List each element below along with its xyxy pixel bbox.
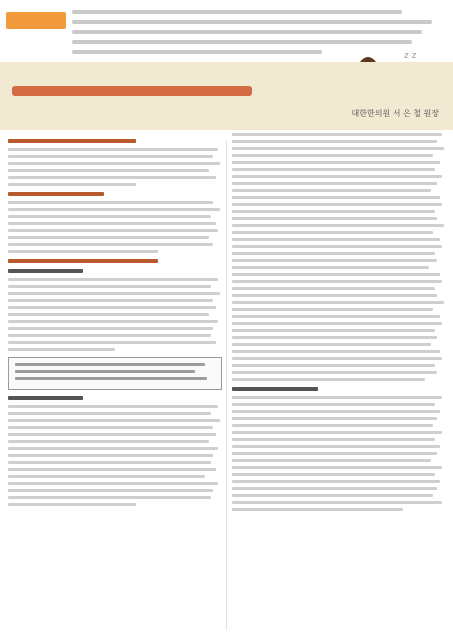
text-line — [232, 133, 442, 136]
text-line — [232, 403, 435, 406]
text-line — [232, 252, 435, 255]
text-line — [232, 494, 433, 497]
text-line — [15, 370, 195, 373]
text-line — [8, 405, 218, 408]
text-line — [8, 285, 211, 288]
text-line — [8, 489, 213, 492]
text-line — [232, 364, 435, 367]
text-line — [8, 176, 216, 179]
text-line — [232, 273, 440, 276]
text-line — [232, 322, 442, 325]
text-line — [8, 278, 218, 281]
text-line — [8, 503, 136, 506]
text-line — [15, 377, 207, 380]
subheading — [8, 139, 136, 143]
text-line — [8, 229, 218, 232]
text-line — [232, 154, 433, 157]
text-line — [232, 501, 442, 504]
text-line — [8, 169, 209, 172]
text-line — [8, 292, 220, 295]
text-line — [232, 245, 442, 248]
text-line — [232, 203, 442, 206]
page-title — [12, 82, 272, 104]
text-line — [8, 236, 209, 239]
text-line — [15, 363, 205, 366]
section-tab — [6, 12, 66, 29]
text-line — [8, 426, 213, 429]
text-line — [232, 224, 444, 227]
text-line — [232, 140, 437, 143]
text-line — [232, 487, 437, 490]
text-line — [8, 348, 115, 351]
text-line — [8, 419, 220, 422]
text-line — [232, 168, 435, 171]
text-line — [232, 308, 433, 311]
text-line — [232, 329, 435, 332]
intro-line — [72, 10, 402, 14]
text-line — [232, 147, 444, 150]
svg-text:z z: z z — [404, 51, 417, 61]
text-line — [232, 378, 425, 381]
text-line — [232, 189, 431, 192]
text-line — [8, 148, 218, 151]
right-column — [232, 133, 446, 633]
text-line — [232, 259, 437, 262]
text-line — [232, 294, 437, 297]
intro-line — [72, 20, 432, 24]
text-line — [232, 210, 435, 213]
text-line — [8, 327, 213, 330]
text-line — [8, 454, 213, 457]
text-line — [232, 231, 433, 234]
text-line — [232, 417, 437, 420]
text-line — [232, 343, 431, 346]
text-line — [232, 431, 442, 434]
intro-line — [72, 30, 422, 34]
text-line — [232, 480, 440, 483]
text-line — [232, 371, 437, 374]
text-line — [232, 315, 440, 318]
text-line — [232, 301, 444, 304]
text-line — [232, 175, 442, 178]
column-divider — [226, 140, 227, 630]
text-line — [8, 201, 213, 204]
highlight-box — [8, 357, 222, 390]
text-line — [232, 452, 437, 455]
text-line — [232, 396, 442, 399]
text-line — [232, 424, 433, 427]
text-line — [232, 438, 435, 441]
author-byline: 대한한의원 서 은 철 원장 — [351, 109, 439, 118]
text-line — [232, 238, 440, 241]
text-line — [8, 155, 213, 158]
text-line — [8, 341, 216, 344]
text-line — [8, 412, 211, 415]
text-line — [8, 468, 216, 471]
left-column — [8, 133, 222, 633]
text-line — [232, 287, 435, 290]
text-line — [232, 357, 442, 360]
text-line — [8, 313, 209, 316]
text-line — [8, 222, 216, 225]
subheading — [8, 192, 104, 196]
text-line — [232, 508, 403, 511]
subheading — [8, 259, 158, 263]
text-line — [232, 161, 440, 164]
title-graphic — [12, 82, 272, 100]
text-line — [232, 445, 440, 448]
text-line — [8, 243, 213, 246]
subheading — [8, 396, 83, 400]
text-line — [232, 410, 440, 413]
text-line — [8, 250, 158, 253]
text-line — [8, 215, 211, 218]
text-line — [8, 447, 218, 450]
text-line — [8, 482, 218, 485]
text-line — [232, 266, 429, 269]
text-line — [8, 208, 220, 211]
text-line — [8, 461, 211, 464]
text-line — [8, 475, 205, 478]
text-line — [8, 433, 216, 436]
text-line — [8, 183, 136, 186]
text-line — [8, 440, 209, 443]
text-line — [232, 182, 437, 185]
text-line — [8, 496, 211, 499]
text-line — [8, 334, 211, 337]
text-line — [8, 162, 220, 165]
text-line — [232, 459, 431, 462]
subheading — [232, 387, 318, 391]
text-line — [8, 306, 216, 309]
text-line — [8, 320, 218, 323]
text-line — [232, 466, 442, 469]
text-line — [8, 299, 213, 302]
subheading — [8, 269, 83, 273]
text-line — [232, 336, 437, 339]
text-line — [232, 280, 442, 283]
text-line — [232, 196, 440, 199]
text-line — [232, 217, 437, 220]
text-line — [232, 473, 435, 476]
text-line — [232, 350, 440, 353]
intro-line — [72, 50, 322, 54]
